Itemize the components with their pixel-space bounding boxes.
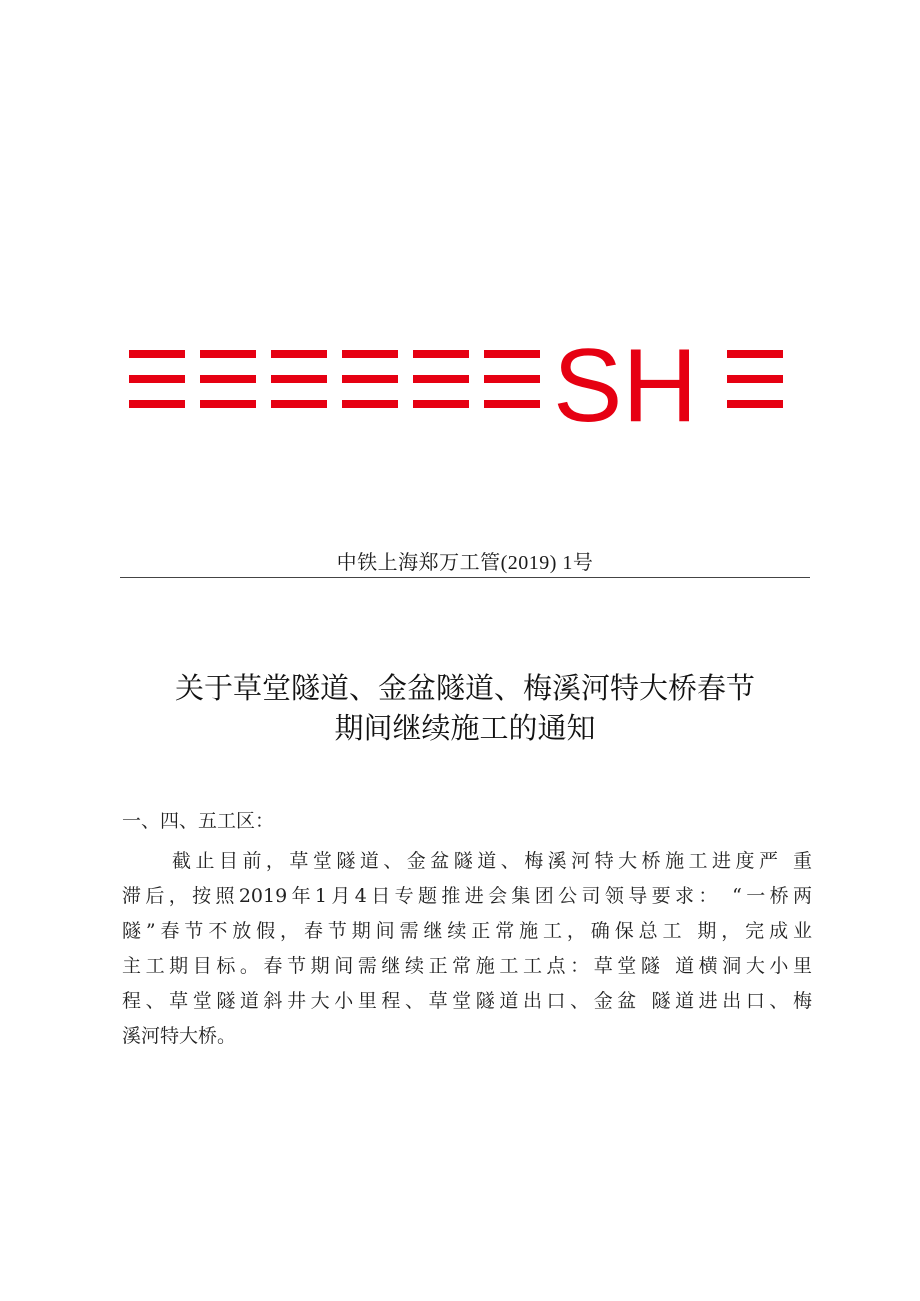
letterhead-bar xyxy=(413,375,469,383)
body-line: 溪河特大桥。 xyxy=(122,1025,237,1047)
letterhead-bar xyxy=(200,375,256,383)
salutation: 一、四、五工区： xyxy=(122,810,275,832)
letterhead-bar xyxy=(727,400,783,408)
body-line: 程、草堂隧道斜井大小里程、草堂隧道出口、金盆 隧道进出口、梅 xyxy=(122,990,812,1012)
letterhead-bar xyxy=(727,375,783,383)
body-line: 隧”春节不放假，春节期间需继续正常施工，确保总工 期，完成业 xyxy=(122,920,812,942)
letterhead-banner xyxy=(0,325,920,435)
letterhead-bar xyxy=(129,350,185,358)
title-line-2: 期间继续施工的通知 xyxy=(334,711,596,745)
body-line: 主工期目标。春节期间需继续正常施工工点：草堂隧 道横洞大小里 xyxy=(122,955,812,977)
document-title xyxy=(110,668,820,748)
title-line-1: 关于草堂隧道、金盆隧道、梅溪河特大桥春节 xyxy=(174,671,755,705)
body-line: 截止目前，草堂隧道、金盆隧道、梅溪河特大桥施工进度严 重 xyxy=(172,850,812,872)
letterhead-bar xyxy=(129,375,185,383)
letterhead-bar xyxy=(727,350,783,358)
letterhead-bar xyxy=(342,375,398,383)
letterhead-bar xyxy=(129,400,185,408)
letterhead-bar xyxy=(342,350,398,358)
letterhead-bar xyxy=(200,350,256,358)
letterhead-bar xyxy=(484,400,540,408)
header-divider xyxy=(120,577,810,578)
document-number: 中铁上海郑万工管(2019) 1号 xyxy=(336,552,594,574)
letterhead-bar xyxy=(200,400,256,408)
letterhead-bar xyxy=(271,375,327,383)
letterhead-bar xyxy=(484,350,540,358)
letterhead-bar xyxy=(413,400,469,408)
letterhead-bar xyxy=(413,350,469,358)
letterhead-bar xyxy=(271,350,327,358)
letterhead-bar xyxy=(271,400,327,408)
letterhead-text: SH xyxy=(553,328,698,435)
letterhead-graphic xyxy=(0,325,920,435)
letterhead-bar xyxy=(484,375,540,383)
body-paragraph xyxy=(122,844,812,1054)
letterhead-bar xyxy=(342,400,398,408)
body-line: 滞后，按照2019年1月4日专题推进会集团公司领导要求： “一桥两 xyxy=(122,885,812,907)
